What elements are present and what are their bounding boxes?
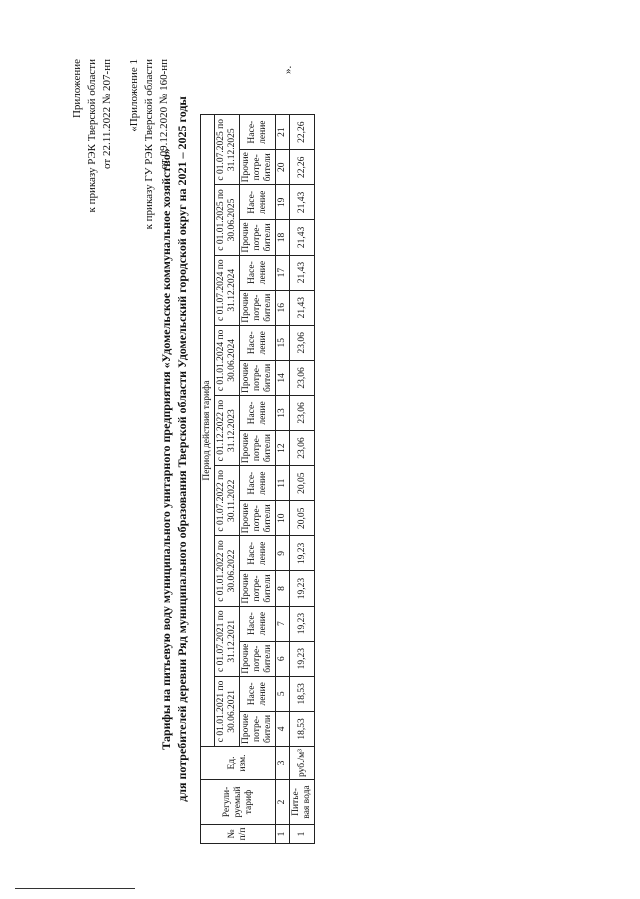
period-cell: с 01.01.2021 по 30.06.2021	[215, 676, 240, 746]
subheader-other: Прочие потре-бители	[240, 711, 276, 746]
appendix-header	[70, 59, 172, 229]
column-number: 6	[276, 641, 290, 676]
tariff-value: 19,23	[290, 571, 315, 606]
column-number: 17	[276, 255, 290, 290]
header-cell-unit: Ед. изм.	[201, 747, 276, 780]
subheader-population: Насе-ление	[240, 255, 276, 290]
period-cell: с 01.07.2024 по 31.12.2024	[215, 255, 240, 325]
header-line: «Приложение 1	[128, 59, 140, 132]
table-row	[290, 115, 315, 844]
row-number: 1	[290, 825, 315, 844]
tariff-value: 20,05	[290, 466, 315, 501]
subheader-other: Прочие потре-бители	[240, 220, 276, 255]
title-line: для потребителей деревни Ряд муниципального образования Тверской области Удомельский городской округ на 2021 – 2025 годы	[175, 96, 189, 802]
tariff-value: 19,23	[290, 641, 315, 676]
column-number: 5	[276, 676, 290, 711]
column-number: 20	[276, 150, 290, 185]
footer-divider	[15, 888, 135, 889]
tariff-value: 18,53	[290, 711, 315, 746]
column-number: 13	[276, 395, 290, 430]
header-cell-tariff: Регули-руемый тариф	[201, 780, 276, 825]
header-line: от 09.12.2020 № 160-нп	[158, 59, 170, 170]
subheader-population: Насе-ление	[240, 325, 276, 360]
subheader-other: Прочие потре-бители	[240, 571, 276, 606]
column-number: 19	[276, 185, 290, 220]
header-line: к приказу РЭК Тверской области	[86, 59, 98, 213]
column-number: 15	[276, 325, 290, 360]
header-line: к приказу ГУ РЭК Тверской области	[143, 59, 155, 230]
tariff-value: 22,26	[290, 115, 315, 150]
tariff-value: 23,06	[290, 430, 315, 465]
tariff-value: 19,23	[290, 536, 315, 571]
subheader-other: Прочие потре-бители	[240, 360, 276, 395]
title-line: Тарифы на питьевую воду муниципального унитарного предприятия «Удомельское коммунальное хозяйство»	[159, 148, 173, 750]
document-title	[158, 19, 190, 879]
tariff-value: 18,53	[290, 676, 315, 711]
subheader-population: Насе-ление	[240, 185, 276, 220]
closing-quote: ».	[282, 65, 294, 74]
header-line: Приложение	[71, 59, 83, 119]
period-cell: с 01.07.2025 по 31.12.2025	[215, 115, 240, 185]
tariff-value: 23,06	[290, 360, 315, 395]
tariff-value: 21,43	[290, 185, 315, 220]
subheader-population: Насе-ление	[240, 606, 276, 641]
period-cell: с 01.12.2022 по 31.12.2023	[215, 395, 240, 465]
period-cell: с 01.07.2021 по 31.12.2021	[215, 606, 240, 676]
column-number: 12	[276, 430, 290, 465]
subheader-population: Насе-ление	[240, 395, 276, 430]
period-cell: с 01.07.2022 по 30.11.2022	[215, 466, 240, 536]
column-number: 2	[276, 780, 290, 825]
tariff-value: 19,23	[290, 606, 315, 641]
row-unit: руб./м³	[290, 747, 315, 780]
header-cell-period: Период действия тарифа	[201, 115, 215, 747]
column-number: 21	[276, 115, 290, 150]
row-tariff-name: Питье-вая вода	[290, 780, 315, 825]
column-number: 1	[276, 825, 290, 844]
tariff-value: 21,43	[290, 255, 315, 290]
tariff-table	[200, 114, 315, 844]
column-number: 9	[276, 536, 290, 571]
tariff-value: 22,26	[290, 150, 315, 185]
period-cell: с 01.01.2025 по 30.06.2025	[215, 185, 240, 255]
column-number: 10	[276, 501, 290, 536]
subheader-other: Прочие потре-бители	[240, 150, 276, 185]
period-cell: с 01.01.2024 по 30.06.2024	[215, 325, 240, 395]
subheader-population: Насе-ление	[240, 676, 276, 711]
tariff-value: 20,05	[290, 501, 315, 536]
period-cell: с 01.01.2022 по 30.06.2022	[215, 536, 240, 606]
rotated-content	[70, 19, 570, 879]
subheader-population: Насе-ление	[240, 466, 276, 501]
subheader-other: Прочие потре-бители	[240, 641, 276, 676]
tariff-value: 23,06	[290, 325, 315, 360]
header-line: от 22.11.2022 № 207-нп	[101, 59, 113, 169]
header-cell-no: № п/п	[201, 825, 276, 844]
column-number: 14	[276, 360, 290, 395]
tariff-value: 21,43	[290, 290, 315, 325]
subheader-other: Прочие потре-бители	[240, 501, 276, 536]
column-number: 7	[276, 606, 290, 641]
column-number: 3	[276, 747, 290, 780]
column-number: 18	[276, 220, 290, 255]
column-number: 16	[276, 290, 290, 325]
column-number-row	[276, 115, 290, 844]
column-number: 4	[276, 711, 290, 746]
subheader-other: Прочие потре-бители	[240, 290, 276, 325]
tariff-value: 21,43	[290, 220, 315, 255]
subheader-other: Прочие потре-бители	[240, 430, 276, 465]
tariff-value: 23,06	[290, 395, 315, 430]
subheader-population: Насе-ление	[240, 536, 276, 571]
subheader-population: Насе-ление	[240, 115, 276, 150]
column-number: 8	[276, 571, 290, 606]
column-number: 11	[276, 466, 290, 501]
